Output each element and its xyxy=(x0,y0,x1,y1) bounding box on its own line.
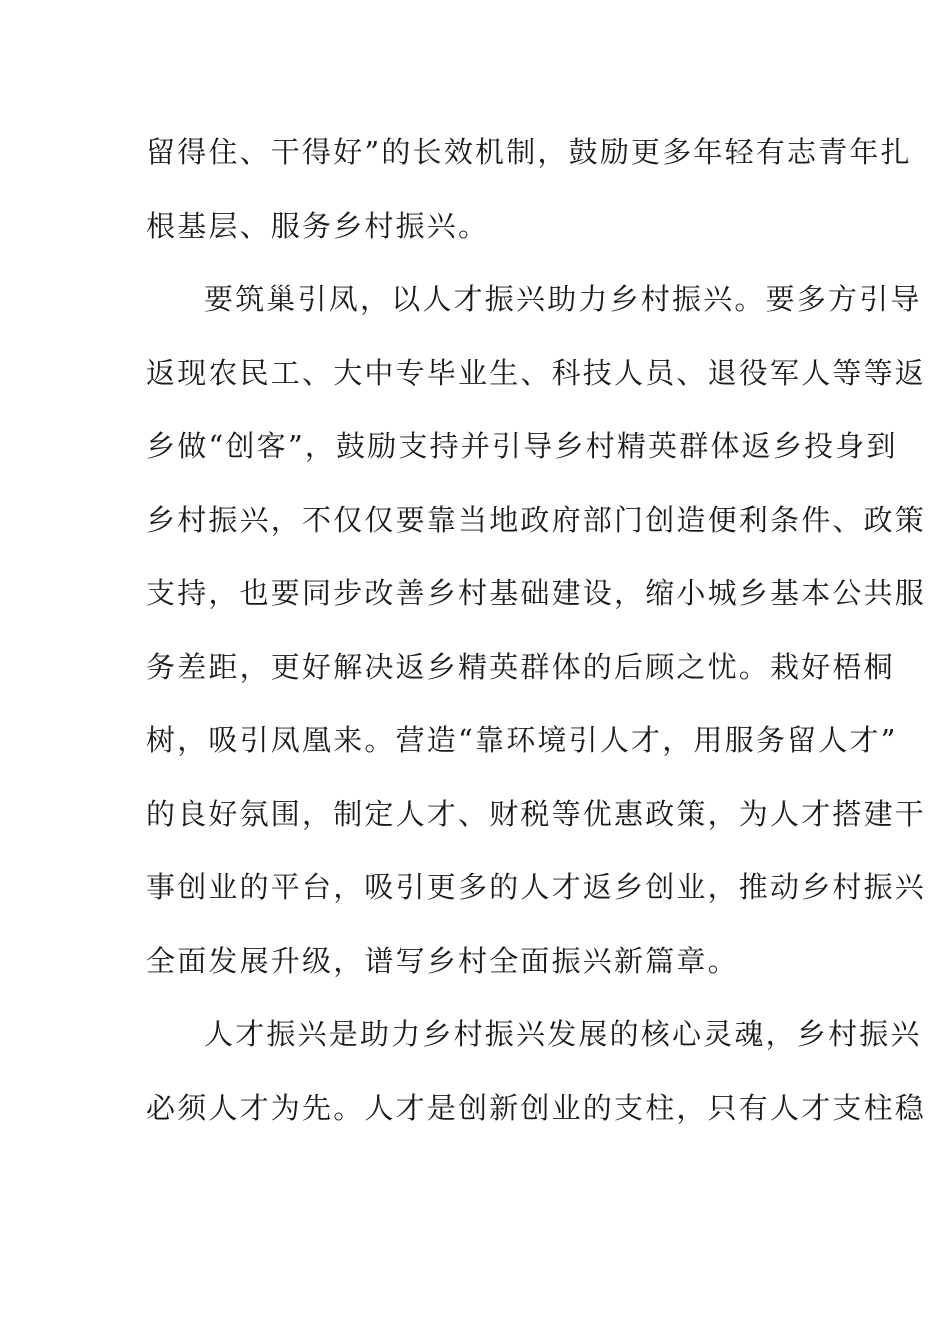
text-line: 返现农民工、大中专毕业生、科技人员、退役军人等等返 xyxy=(146,355,927,390)
paragraph-start-line: 人才振兴是助力乡村振兴发展的核心灵魂，乡村振兴 xyxy=(204,1017,922,1051)
text-line: 的良好氛围，制定人才、财税等优惠政策，为人才搭建干 xyxy=(146,796,927,831)
text-line: 留得住、干得好”的长效机制，鼓励更多年轻有志青年扎 xyxy=(146,135,912,169)
text-line: 事创业的平台，吸引更多的人才返乡创业，推动乡村振兴 xyxy=(146,870,927,904)
text-line: 树，吸引凤凰来。营造“靠环境引人才，用服务留人才” xyxy=(146,723,898,757)
text-line: 支持，也要同步改善乡村基础建设，缩小城乡基本公共服 xyxy=(146,576,927,610)
text-line: 必须人才为先。人才是创新创业的支柱，只有人才支柱稳 xyxy=(146,1090,927,1125)
text-line: 根基层、服务乡村振兴。 xyxy=(146,208,490,243)
document-body xyxy=(146,116,927,1145)
text-line: 务差距，更好解决返乡精英群体的后顾之忧。栽好梧桐 xyxy=(146,649,895,684)
text-line: 全面发展升级，谱写乡村全面振兴新篇章。 xyxy=(146,943,739,978)
paragraph-start-line: 要筑巢引凤，以人才振兴助力乡村振兴。要多方引导 xyxy=(204,282,922,316)
text-line: 乡村振兴，不仅仅要靠当地政府部门创造便利条件、政策 xyxy=(146,502,927,537)
text-line: 乡做“创客”，鼓励支持并引导乡村精英群体返乡投身到 xyxy=(146,429,898,463)
